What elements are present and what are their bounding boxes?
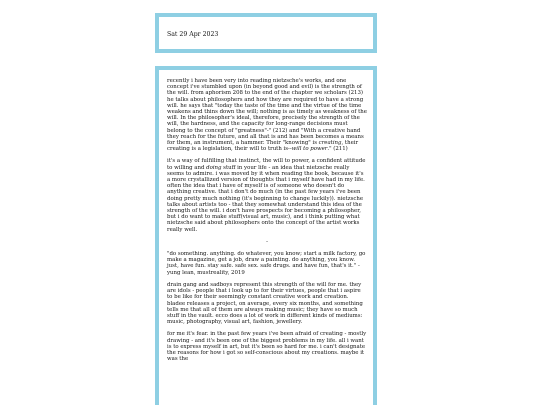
paragraph-2-text-c: stuff in your life - an idea that nietzsche really seems to admire. i was moved by it when reading the book, because it's a more crystallized version of thoughts that i myself have had in my life. often the idea that i have of myself is of someone who doesn't do anything creative. that i don't do much (in the past few years i've been doing pretty much nothing (it's beginning to change luckily)). nietzsche talks about artists too - that they somewhat understand this idea of the strength of the will. i don't have prospects for becoming a philosopher, but i do want to make stuff(visual art, music), and i think putting what nietzsche said about philosophers onto the concept of the artist works really well.: [167, 164, 365, 233]
paragraph-2: [167, 158, 367, 232]
paragraph-1-emphasis-will-to-power: will to power: [291, 146, 328, 153]
paragraph-1-text-e: ." (211): [327, 146, 348, 153]
post-panel: [155, 66, 377, 405]
paragraph-4: drain gang and sadboys represent this strength of the will for me. they are idols - people that i look up to for their virtues, people that i aspire to be like for their seemingly constant creative work and creation. bladee releases a project, on average, every six months, and something tells me that all of them are always making music; they have so much stuff in the vault. ecco does a lot of work in different kinds of mediums: music, photography, visual art, fashion, jewellery.: [167, 281, 363, 326]
paragraph-5: for me it's fear. in the past few years i've been afraid of creating - mostly drawing - and it's been one of the biggest problems in my life. all i want is to express myself in art, but it's been so hard for me. i can't designate the reasons for how i got so self-conscious about my creations. maybe it was the: [167, 331, 367, 363]
paragraph-2-emphasis-doing: doing: [206, 164, 222, 171]
paragraph-1-text-c: , their creating is a legislation, their will to truth is--: [167, 140, 359, 153]
date-panel: [155, 13, 377, 53]
entry-date: Sat 29 Apr 2023: [167, 31, 219, 38]
post-body: [167, 78, 367, 368]
paragraph-1-text-a: recently i have been very into reading nietzsche's works, and one concept i've stumbled upon (in beyond good and evil) is the strength of the will. from aphorism 208 to the end of the chapter we scholars (213) he talks about philosophers and how they are required to have a strong will. he says that "today the taste of the time and the virtue of the time weakens and thins down the will; nothing is as timely as weakness of the will. In the philosopher's ideal, therefore, precisely the strength of the will, the hardness, and the capacity for long-range decisions must belong to the concept of "greatness"-" (212) and "With a creative hand they reach for the future, and all that is and has been becomes a means for them, an instrument, a hammer. Their "knowing" is: [167, 78, 367, 147]
paragraph-1-emphasis-creating: creating: [318, 140, 342, 147]
paragraph-2-text-a: it's a way of fulfilling that instinct, the will to power, a confident attitude to willing and: [167, 158, 366, 171]
section-separator: -: [266, 238, 268, 245]
paragraph-1: [167, 78, 367, 152]
paragraph-3-quote: "do something. anything. do whatever, you know; start a milk factory, go make a magazine, get a job, draw a painting. do anything, you know. just, have fun. stay safe. safe sex. safe drugs. and have fun, that's it." -yung lean, mustreality, 2019: [167, 251, 366, 276]
